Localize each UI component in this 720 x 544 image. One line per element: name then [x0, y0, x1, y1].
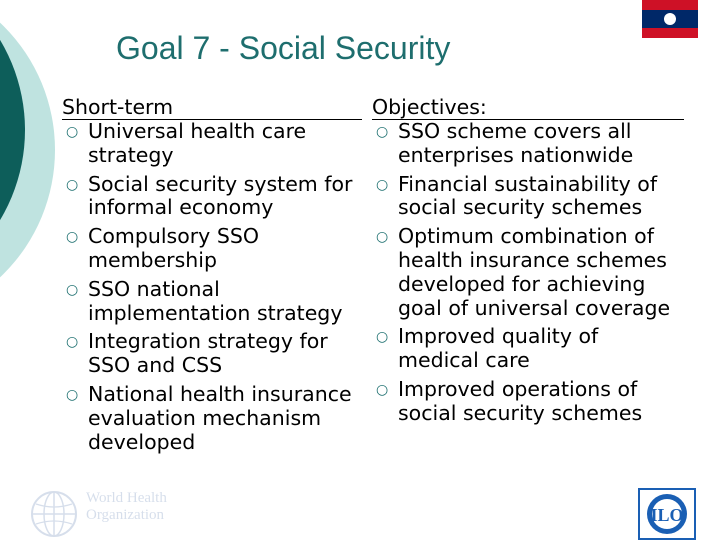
bullet-icon: ○	[66, 124, 79, 140]
list-item: ○ Improved operations of social security schemes	[376, 376, 643, 425]
objectives-list	[372, 120, 684, 426]
laos-flag-icon	[642, 0, 698, 38]
list-item: ○ Compulsory SSO membership	[66, 224, 259, 272]
bullet-icon: ○	[66, 176, 79, 193]
list-item: ○ National health insurance evaluation mechanism developed	[66, 381, 352, 454]
bullet-icon: ○	[66, 334, 79, 351]
list-item: ○ Universal health care strategy	[66, 119, 307, 167]
list-item: ○ SSO scheme covers all enterprises nationwide	[376, 119, 634, 167]
bullet-icon: ○	[66, 386, 79, 403]
slide-title: Goal 7 - Social Security	[116, 30, 451, 66]
who-logo-watermark	[28, 488, 193, 540]
short-term-column	[62, 96, 362, 454]
bullet-icon: ○	[376, 176, 389, 193]
globe-icon	[28, 488, 80, 540]
watermark-text: World Health Organization	[86, 490, 167, 523]
short-term-heading: Short-term	[62, 96, 362, 120]
bullet-icon: ○	[66, 281, 79, 298]
bullet-icon: ○	[376, 329, 389, 346]
bullet-icon: ○	[376, 229, 389, 246]
bullet-icon: ○	[66, 229, 79, 246]
objectives-column	[372, 96, 684, 426]
list-item: ○ SSO national implementation strategy	[66, 276, 343, 325]
objectives-heading: Objectives:	[372, 96, 684, 120]
list-item: ○ Social security system for informal economy	[66, 171, 353, 220]
bullet-icon: ○	[376, 124, 389, 140]
svg-text:ILO: ILO	[650, 505, 684, 525]
list-item: ○ Financial sustainability of social security schemes	[376, 171, 658, 220]
short-term-list	[62, 120, 362, 454]
list-item: ○ Optimum combination of health insurance schemes developed for achieving goal of universal coverage	[376, 224, 671, 320]
ilo-logo-icon	[638, 488, 696, 540]
list-item: ○ Integration strategy for SSO and CSS	[66, 329, 328, 378]
list-item: ○ Improved quality of medical care	[376, 324, 599, 373]
bullet-icon: ○	[376, 381, 389, 398]
